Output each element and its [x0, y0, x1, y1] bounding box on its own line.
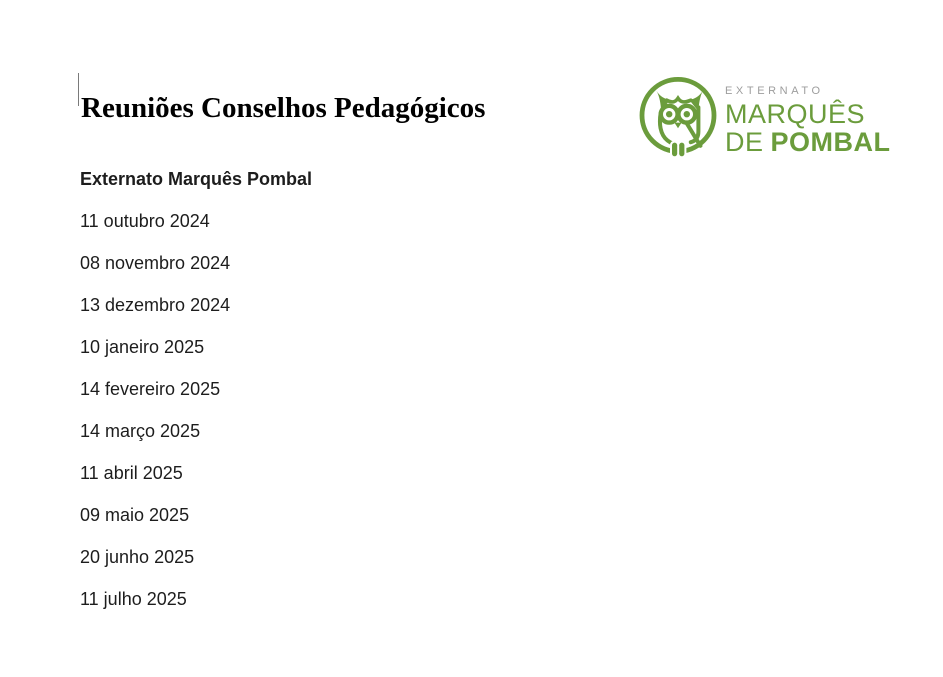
- list-item: 10 janeiro 2025: [80, 337, 205, 357]
- logo-name-de: DE: [725, 127, 764, 157]
- list-item: 11 outubro 2024: [80, 211, 210, 231]
- logo-eyebrow: EXTERNATO: [725, 85, 824, 97]
- school-logo: [638, 68, 891, 160]
- list-item: 09 maio 2025: [80, 505, 190, 525]
- list-item: 14 fevereiro 2025: [80, 379, 221, 399]
- list-item: 11 julho 2025: [80, 589, 187, 609]
- document-title: Reuniões Conselhos Pedagógicos: [81, 92, 486, 125]
- owl-icon: [638, 74, 718, 160]
- list-item: 13 dezembro 2024: [80, 295, 231, 315]
- text-cursor: [78, 73, 79, 106]
- meeting-schedule: [80, 170, 312, 632]
- list-item: 11 abril 2025: [80, 463, 183, 483]
- schedule-heading: Externato Marquês Pombal: [80, 169, 313, 189]
- logo-text: [725, 86, 891, 156]
- list-item: 08 novembro 2024: [80, 253, 231, 273]
- list-item: 20 junho 2025: [80, 547, 195, 567]
- logo-name-pombal: POMBAL: [770, 127, 891, 157]
- logo-name-line2: [725, 129, 891, 156]
- logo-name-line1: MARQUÊS: [725, 99, 866, 129]
- list-item: 14 março 2025: [80, 421, 201, 441]
